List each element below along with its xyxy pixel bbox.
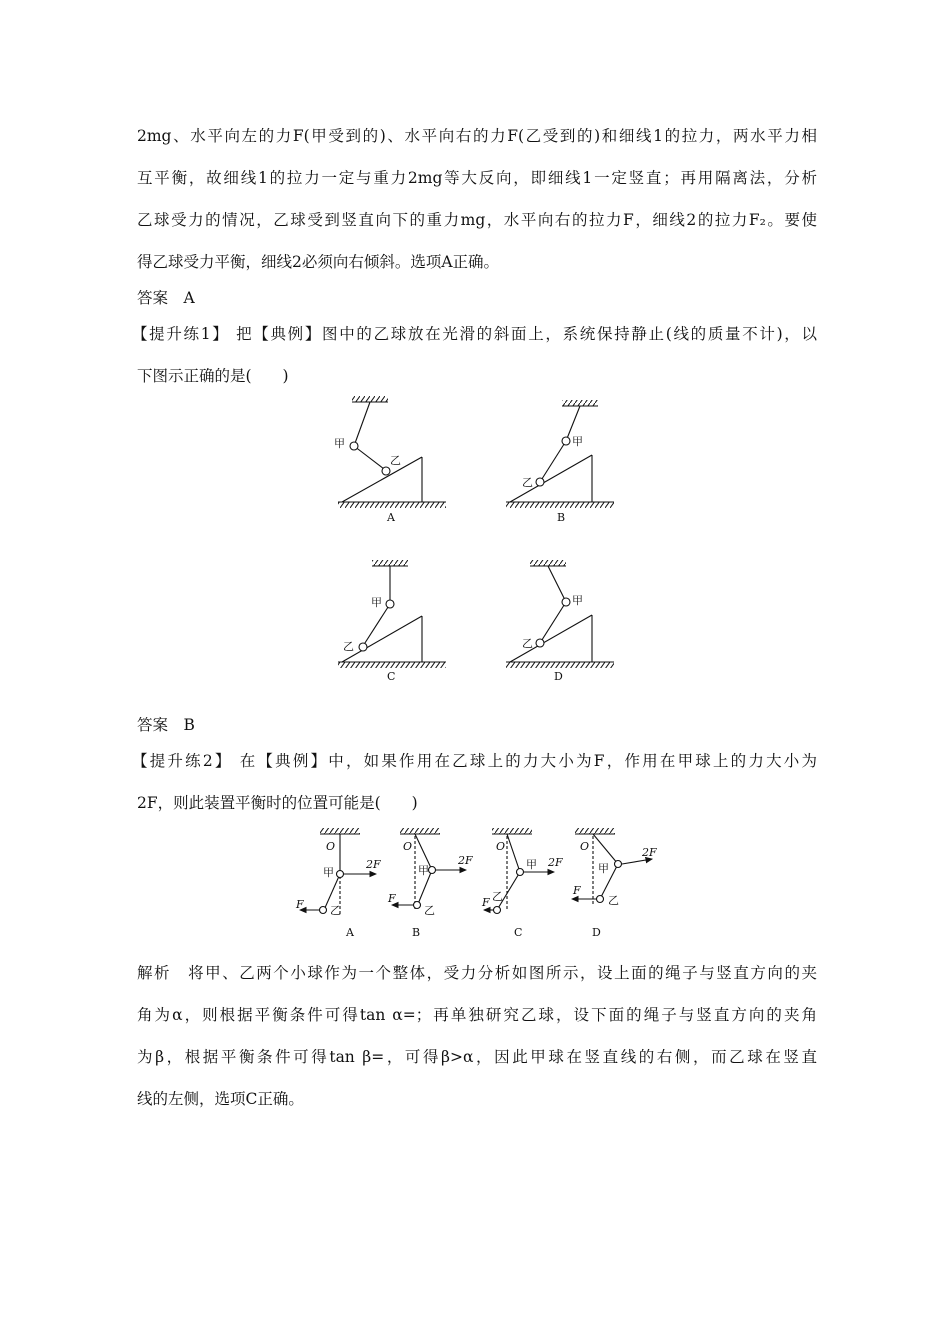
option-c-diagram (338, 560, 446, 668)
analysis-line-2: 角为α，则根据平衡条件可得tan α=；再单独研究乙球，设下面的绳子与竖直方向的夹角 (137, 1006, 817, 1024)
label-o: O (496, 840, 506, 853)
label-jia: 甲 (323, 866, 334, 879)
exercise-2-line-2: 2F，则此装置平衡时的位置可能是( ) (137, 794, 418, 812)
label-o: O (580, 840, 590, 853)
label-yi: 乙 (522, 476, 533, 489)
label-o: O (326, 840, 336, 853)
label-2f: 2F (548, 856, 563, 869)
label-yi: 乙 (522, 637, 533, 650)
option-d-label: D (592, 926, 601, 939)
label-f: F (296, 898, 304, 911)
label-yi: 乙 (608, 894, 619, 907)
option-b-diagram (506, 400, 614, 508)
option-c-label: C (514, 926, 523, 939)
option-c-label: C (387, 670, 396, 683)
para1-line-3: 乙球受力的情况，乙球受到竖直向下的重力mg，水平向右的拉力F，细线2的拉力F₂。要使 (137, 211, 817, 229)
option-d-label: D (554, 670, 563, 683)
label-yi: 乙 (424, 904, 435, 917)
para1-line-2: 互平衡，故细线1的拉力一定与重力2mg等大反向，即细线1一定竖直；再用隔离法，分析 (137, 169, 817, 187)
label-jia: 甲 (418, 864, 429, 877)
label-yi: 乙 (390, 454, 401, 467)
para1-line-4: 得乙球受力平衡，细线2必须向右倾斜。选项A正确。 (137, 253, 500, 271)
option-a-diagram (338, 396, 446, 508)
analysis-line-4: 线的左侧，选项C正确。 (137, 1090, 304, 1108)
option-b-label: B (412, 926, 421, 939)
label-2f: 2F (458, 854, 473, 867)
label-yi: 乙 (330, 904, 341, 917)
label-f: F (388, 892, 396, 905)
para1-line-1: 2mg、水平向左的力F(甲受到的)、水平向右的力F(乙受到的)和细线1的拉力，两水平力相 (137, 127, 817, 145)
label-jia: 甲 (572, 594, 583, 607)
label-yi: 乙 (343, 640, 354, 653)
label-2f: 2F (642, 846, 657, 859)
option-a-label: A (387, 511, 395, 524)
exercise-2-line-1: 【提升练2】 在【典例】中，如果作用在乙球上的力大小为F，作用在甲球上的力大小为 (132, 752, 817, 770)
force-figure (290, 826, 670, 946)
analysis-line-3: 为β，根据平衡条件可得tan β=，可得β>α，因此甲球在竖直线的右侧，而乙球在竖直 (137, 1048, 817, 1066)
exercise-1-line-2: 下图示正确的是( ) (137, 367, 289, 385)
label-jia: 甲 (371, 596, 382, 609)
label-o: O (403, 840, 413, 853)
answer-2: 答案 B (137, 716, 195, 734)
exercise-1-line-1: 【提升练1】 把【典例】图中的乙球放在光滑的斜面上，系统保持静止(线的质量不计)，以 (132, 325, 817, 343)
answer-1: 答案 A (137, 289, 195, 307)
option-a-diagram (300, 828, 376, 914)
label-jia: 甲 (526, 858, 537, 871)
incline-figure-svg (330, 396, 630, 686)
label-f: F (482, 896, 490, 909)
incline-figure (330, 396, 630, 686)
label-jia: 甲 (598, 862, 609, 875)
label-jia: 甲 (572, 435, 583, 448)
option-b-label: B (557, 511, 566, 524)
force-figure-svg (290, 826, 670, 946)
label-2f: 2F (366, 858, 381, 871)
label-f: F (573, 884, 581, 897)
label-jia: 甲 (334, 437, 345, 450)
option-a-label: A (346, 926, 354, 939)
option-d-diagram (506, 560, 614, 668)
label-yi: 乙 (492, 890, 503, 903)
analysis-line-1: 解析 将甲、乙两个小球作为一个整体，受力分析如图所示，设上面的绳子与竖直方向的夹 (137, 964, 817, 982)
